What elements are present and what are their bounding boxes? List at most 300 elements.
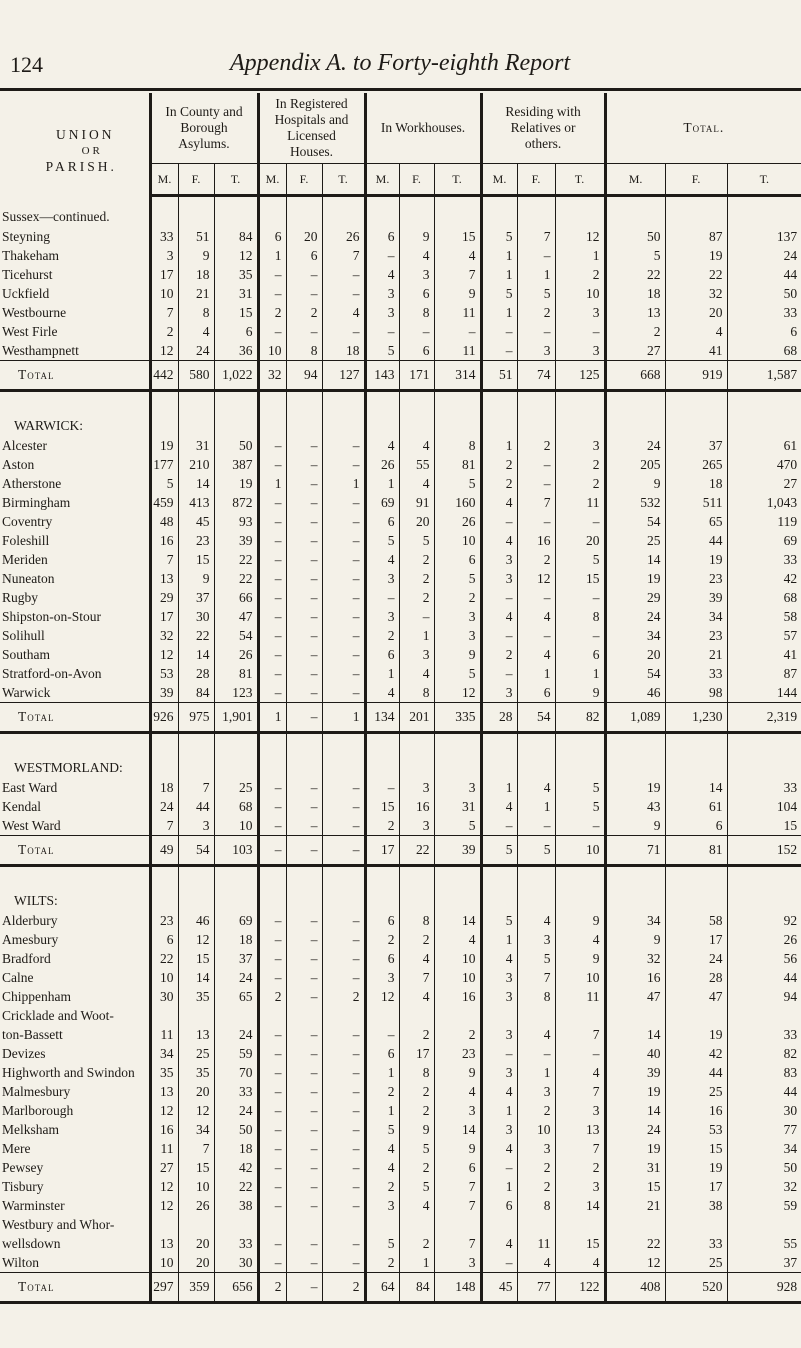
table-row: [0, 1158, 801, 1177]
cell-value: 94: [783, 988, 798, 1004]
cell-value: 5: [481, 911, 517, 930]
row-name: Wilton: [0, 1253, 150, 1273]
cell-value: –: [517, 455, 555, 474]
cell-value: 10: [150, 284, 178, 303]
cell-value: 12: [555, 227, 605, 246]
cell-value: 3: [481, 1025, 517, 1044]
cell-value: 25: [605, 531, 665, 550]
cell-value: 29: [150, 588, 178, 607]
cell-value: 45: [178, 512, 214, 531]
cell-value: 4: [399, 1196, 434, 1215]
total-value: 39: [434, 836, 481, 866]
cell-value: 1: [481, 436, 517, 455]
cell-value: 2: [517, 1177, 555, 1196]
cell-value: –: [322, 645, 365, 664]
row-name: Marlborough: [0, 1101, 150, 1120]
cell-value: 2: [258, 303, 286, 322]
cell-value: 13: [150, 1082, 178, 1101]
cell-value: 21: [178, 284, 214, 303]
total-value: 127: [322, 361, 365, 391]
cell-value: 1: [481, 778, 517, 797]
cell-value: 18: [665, 474, 727, 493]
cell-value: 3: [178, 816, 214, 836]
cell-value: –: [322, 436, 365, 455]
cell-value: 68: [214, 797, 258, 816]
row-name: Melksham: [0, 1120, 150, 1139]
cell-value: [434, 1006, 481, 1025]
cell-value: 19: [605, 778, 665, 797]
subheader-t: T.: [322, 164, 365, 196]
cell-value: 29: [605, 588, 665, 607]
cell-value: 61: [665, 797, 727, 816]
cell-value: 69: [365, 493, 399, 512]
cell-value: 18: [214, 1139, 258, 1158]
cell-value: 12: [150, 341, 178, 361]
cell-value: –: [322, 588, 365, 607]
cell-value: 3: [555, 341, 605, 361]
cell-value: 26: [214, 645, 258, 664]
cell-value: 44: [665, 531, 727, 550]
cell-value: 4: [365, 1158, 399, 1177]
table-row: [0, 664, 801, 683]
table-row: [0, 607, 801, 626]
section-title-row: [0, 748, 801, 778]
total-row: [0, 1273, 801, 1303]
cell-value: 6: [434, 1158, 481, 1177]
table-row: [0, 1234, 801, 1253]
cell-value: 3: [481, 1063, 517, 1082]
cell-value: 2: [399, 1158, 434, 1177]
table-row: [0, 455, 801, 474]
cell-value: 6: [481, 1196, 517, 1215]
total-value: 32: [258, 361, 286, 391]
cell-value: –: [286, 797, 322, 816]
cell-value: –: [286, 588, 322, 607]
cell-value: 33: [214, 1082, 258, 1101]
table-body: [0, 196, 801, 1303]
cell-value: 12: [150, 1177, 178, 1196]
cell-value: –: [258, 664, 286, 683]
cell-value: 38: [665, 1196, 727, 1215]
table-row: [0, 1253, 801, 1273]
cell-value: 15: [665, 1139, 727, 1158]
cell-value: 8: [399, 911, 434, 930]
cell-value: –: [286, 930, 322, 949]
cell-value: [178, 1215, 214, 1234]
cell-value: 18: [178, 265, 214, 284]
table-row: [0, 1006, 801, 1025]
cell-value: [286, 1215, 322, 1234]
cell-value: 11: [434, 303, 481, 322]
cell-value: 18: [214, 930, 258, 949]
total-row: [0, 836, 801, 866]
cell-value: 3: [434, 778, 481, 797]
cell-value: 42: [665, 1044, 727, 1063]
cell-value: 5: [481, 227, 517, 246]
cell-value: 2: [481, 455, 517, 474]
cell-value: –: [286, 816, 322, 836]
cell-value: –: [322, 512, 365, 531]
cell-value: 12: [434, 683, 481, 703]
cell-value: –: [258, 626, 286, 645]
total-value: 152: [727, 836, 801, 866]
row-name: Pewsey: [0, 1158, 150, 1177]
total-value: 975: [178, 703, 214, 733]
total-label: Total: [0, 836, 150, 866]
cell-value: 14: [605, 1101, 665, 1120]
cell-value: [481, 1215, 517, 1234]
cell-value: 12: [605, 1253, 665, 1273]
cell-value: –: [322, 455, 365, 474]
cell-value: 1: [481, 1101, 517, 1120]
row-name: Warminster: [0, 1196, 150, 1215]
cell-value: 83: [783, 1064, 798, 1080]
table-row: [0, 322, 801, 341]
total-value: 1,022: [214, 361, 258, 391]
total-value: 171: [399, 361, 434, 391]
cell-value: 24: [605, 436, 665, 455]
cell-value: 42: [214, 1158, 258, 1177]
cell-value: 21: [605, 1196, 665, 1215]
cell-value: 17: [150, 607, 178, 626]
cell-value: 4: [365, 265, 399, 284]
cell-value: 7: [434, 1196, 481, 1215]
cell-value: 22: [214, 1177, 258, 1196]
cell-value: 40: [605, 1044, 665, 1063]
page-number: 124: [10, 52, 43, 77]
cell-value: [434, 1215, 481, 1234]
cell-value: –: [286, 968, 322, 987]
cell-value: 1: [517, 265, 555, 284]
subheader-f: F.: [178, 164, 214, 196]
section-title: WILTS:: [0, 881, 150, 911]
cell-value: 15: [555, 1234, 605, 1253]
cell-value: 9: [399, 227, 434, 246]
section-title: WESTMORLAND:: [0, 748, 150, 778]
row-name: Chippenham: [0, 987, 150, 1006]
cell-value: –: [258, 949, 286, 968]
cell-value: 82: [783, 1045, 798, 1061]
row-name: Tisbury: [0, 1177, 150, 1196]
cell-value: –: [517, 626, 555, 645]
total-value: 5: [517, 836, 555, 866]
cell-value: –: [286, 474, 322, 493]
cell-value: 2: [399, 930, 434, 949]
cell-value: 6: [365, 1044, 399, 1063]
cell-value: 30: [178, 607, 214, 626]
cell-value: 5: [555, 550, 605, 569]
total-value: –: [286, 703, 322, 733]
cell-value: 4: [517, 607, 555, 626]
union-column-header: [0, 93, 150, 196]
cell-value: 7: [434, 265, 481, 284]
cell-value: –: [286, 949, 322, 968]
cell-value: [399, 1006, 434, 1025]
cell-value: 3: [481, 1120, 517, 1139]
cell-value: –: [258, 569, 286, 588]
cell-value: 15: [605, 1177, 665, 1196]
cell-value: 8: [434, 436, 481, 455]
cell-value: 1: [258, 474, 286, 493]
cell-value: –: [322, 1025, 365, 1044]
total-value: 580: [178, 361, 214, 391]
table-row: [0, 284, 801, 303]
cell-value: 11: [150, 1025, 178, 1044]
cell-value: 4: [481, 797, 517, 816]
cell-value: –: [258, 1139, 286, 1158]
total-value: 122: [555, 1273, 605, 1303]
row-name: Solihull: [0, 626, 150, 645]
cell-value: –: [322, 1177, 365, 1196]
cell-value: 91: [399, 493, 434, 512]
cell-value: –: [286, 645, 322, 664]
cell-value: 9: [399, 1120, 434, 1139]
group-header-hospitals: In Registered Hospitals and Licensed Houses.: [258, 93, 365, 164]
total-value: 45: [481, 1273, 517, 1303]
cell-value: 77: [783, 1121, 798, 1137]
cell-value: 4: [322, 303, 365, 322]
cell-value: 3: [365, 968, 399, 987]
cell-value: 15: [178, 550, 214, 569]
cell-value: 1: [517, 1063, 555, 1082]
cell-value: 4: [434, 246, 481, 265]
total-value: 335: [434, 703, 481, 733]
cell-value: [555, 1215, 605, 1234]
cell-value: –: [517, 474, 555, 493]
cell-value: 10: [214, 816, 258, 836]
cell-value: 2: [286, 303, 322, 322]
cell-value: 37: [178, 588, 214, 607]
cell-value: 3: [150, 246, 178, 265]
cell-value: –: [286, 284, 322, 303]
row-name: Steyning: [0, 227, 150, 246]
cell-value: 24: [214, 1025, 258, 1044]
cell-value: –: [322, 607, 365, 626]
cell-value: 33: [783, 779, 798, 795]
cell-value: 24: [605, 607, 665, 626]
total-value: 51: [481, 361, 517, 391]
cell-value: 16: [399, 797, 434, 816]
cell-value: –: [258, 645, 286, 664]
cell-value: –: [258, 265, 286, 284]
cell-value: 2: [365, 1177, 399, 1196]
cell-value: –: [286, 493, 322, 512]
cell-value: 65: [214, 987, 258, 1006]
cell-value: 54: [214, 626, 258, 645]
subheader-f: F.: [286, 164, 322, 196]
total-value: 148: [434, 1273, 481, 1303]
group-header-total: Total.: [683, 120, 725, 135]
cell-value: 4: [555, 1253, 605, 1273]
cell-value: 2: [517, 550, 555, 569]
cell-value: –: [258, 1253, 286, 1273]
cell-value: 11: [555, 493, 605, 512]
cell-value: 5: [365, 1120, 399, 1139]
section-spacer: [0, 733, 801, 749]
cell-value: [178, 1006, 214, 1025]
cell-value: –: [258, 930, 286, 949]
cell-value: 4: [555, 930, 605, 949]
cell-value: 47: [665, 987, 727, 1006]
section-title: WARWICK:: [0, 406, 150, 436]
table-row: [0, 949, 801, 968]
cell-value: 70: [214, 1063, 258, 1082]
row-name: Atherstone: [0, 474, 150, 493]
cell-value: –: [286, 1101, 322, 1120]
cell-value: –: [286, 1196, 322, 1215]
row-name: Stratford-on-Avon: [0, 664, 150, 683]
cell-value: 18: [322, 341, 365, 361]
total-value: 134: [365, 703, 399, 733]
cell-value: 5: [399, 531, 434, 550]
cell-value: 14: [178, 645, 214, 664]
cell-value: –: [322, 949, 365, 968]
cell-value: 43: [605, 797, 665, 816]
cell-value: –: [481, 322, 517, 341]
cell-value: 1: [365, 1101, 399, 1120]
cell-value: 7: [399, 968, 434, 987]
cell-value: –: [286, 1120, 322, 1139]
cell-value: [286, 1006, 322, 1025]
cell-value: –: [555, 588, 605, 607]
cell-value: 81: [214, 664, 258, 683]
cell-value: 41: [665, 341, 727, 361]
cell-value: 22: [665, 265, 727, 284]
cell-value: 24: [150, 797, 178, 816]
cell-value: 7: [150, 816, 178, 836]
cell-value: –: [517, 246, 555, 265]
cell-value: 7: [322, 246, 365, 265]
total-value: 1,587: [727, 361, 801, 391]
table-row: [0, 1139, 801, 1158]
cell-value: 2: [517, 1158, 555, 1177]
cell-value: 20: [399, 512, 434, 531]
cell-value: 20: [178, 1253, 214, 1273]
cell-value: 14: [665, 778, 727, 797]
cell-value: 4: [365, 550, 399, 569]
cell-value: 144: [776, 684, 798, 700]
cell-value: 22: [605, 1234, 665, 1253]
cell-value: –: [258, 683, 286, 703]
row-name: West Ward: [0, 816, 150, 836]
row-name: Devizes: [0, 1044, 150, 1063]
cell-value: 46: [605, 683, 665, 703]
cell-value: 5: [434, 816, 481, 836]
cell-value: 5: [481, 284, 517, 303]
cell-value: 6: [214, 322, 258, 341]
cell-value: 205: [605, 455, 665, 474]
total-value: 143: [365, 361, 399, 391]
cell-value: [150, 1215, 178, 1234]
cell-value: 37: [665, 436, 727, 455]
total-value: 919: [665, 361, 727, 391]
cell-value: –: [322, 1196, 365, 1215]
cell-value: 30: [150, 987, 178, 1006]
cell-value: 11: [517, 1234, 555, 1253]
cell-value: –: [322, 1253, 365, 1273]
total-value: 656: [214, 1273, 258, 1303]
cell-value: 56: [783, 950, 798, 966]
cell-value: –: [258, 1082, 286, 1101]
table-row: [0, 797, 801, 816]
cell-value: 9: [555, 683, 605, 703]
total-value: 84: [399, 1273, 434, 1303]
total-value: 77: [517, 1273, 555, 1303]
row-name: East Ward: [0, 778, 150, 797]
cell-value: 48: [150, 512, 178, 531]
table-row: [0, 626, 801, 645]
cell-value: 23: [150, 911, 178, 930]
subheader-t: T.: [434, 164, 481, 196]
total-label: Total: [0, 361, 150, 391]
cell-value: [150, 1006, 178, 1025]
cell-value: 4: [481, 1139, 517, 1158]
cell-value: 16: [150, 1120, 178, 1139]
cell-value: 38: [214, 1196, 258, 1215]
cell-value: 69: [783, 532, 798, 548]
cell-value: 470: [776, 456, 798, 472]
cell-value: 17: [150, 265, 178, 284]
subheader-f: F.: [399, 164, 434, 196]
cell-value: 68: [783, 342, 798, 358]
cell-value: 4: [517, 645, 555, 664]
cell-value: 28: [178, 664, 214, 683]
cell-value: 177: [150, 455, 178, 474]
cell-value: 16: [150, 531, 178, 550]
cell-value: 9: [434, 645, 481, 664]
cell-value: 47: [605, 987, 665, 1006]
group-header-relatives: Residing with Relatives or others.: [481, 93, 605, 164]
total-value: 81: [665, 836, 727, 866]
cell-value: 8: [399, 1063, 434, 1082]
cell-value: 25: [178, 1044, 214, 1063]
cell-value: 87: [783, 665, 798, 681]
cell-value: 123: [214, 683, 258, 703]
cell-value: 1: [555, 246, 605, 265]
cell-value: 34: [150, 1044, 178, 1063]
section-title-row: [0, 881, 801, 911]
cell-value: 24: [214, 1101, 258, 1120]
total-value: 314: [434, 361, 481, 391]
cell-value: 16: [665, 1101, 727, 1120]
cell-value: 2: [322, 987, 365, 1006]
cell-value: –: [286, 1044, 322, 1063]
cell-value: 12: [150, 645, 178, 664]
cell-value: 24: [665, 949, 727, 968]
header-rule: [0, 88, 801, 91]
cell-value: 9: [434, 284, 481, 303]
cell-value: 1: [481, 930, 517, 949]
subheader-f: F.: [517, 164, 555, 196]
cell-value: 15: [434, 227, 481, 246]
cell-value: 5: [399, 1139, 434, 1158]
row-name: Birmingham: [0, 493, 150, 512]
cell-value: –: [555, 1044, 605, 1063]
cell-value: 4: [555, 1063, 605, 1082]
table-row: [0, 569, 801, 588]
cell-value: 16: [517, 531, 555, 550]
total-value: 520: [665, 1273, 727, 1303]
cell-value: –: [322, 1139, 365, 1158]
row-name: Thakeham: [0, 246, 150, 265]
cell-value: –: [322, 284, 365, 303]
cell-value: [665, 1215, 727, 1234]
cell-value: –: [286, 1139, 322, 1158]
cell-value: 9: [434, 1139, 481, 1158]
cell-value: –: [322, 778, 365, 797]
cell-value: 31: [178, 436, 214, 455]
cell-value: 14: [434, 911, 481, 930]
